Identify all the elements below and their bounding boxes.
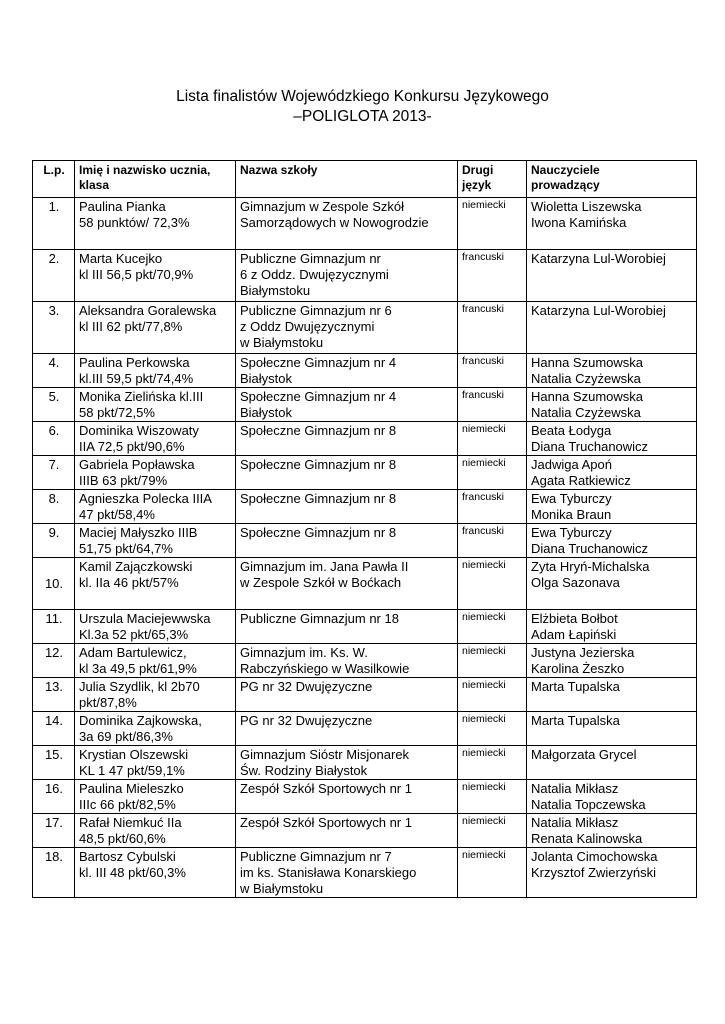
header-language: Drugi język bbox=[458, 161, 527, 198]
cell-teachers: Natalia Mikłasz Renata Kalinowska bbox=[527, 814, 697, 848]
cell-lp: 15. bbox=[33, 746, 75, 780]
cell-language: niemiecki bbox=[458, 746, 527, 780]
table-row bbox=[33, 250, 697, 302]
cell-school: Publiczne Gimnazjum nr 6 z Oddz. Dwujęzycznymi Białymstoku bbox=[236, 250, 458, 302]
finalists-table bbox=[32, 160, 697, 898]
cell-teachers: Katarzyna Lul-Worobiej bbox=[527, 302, 697, 354]
table-row bbox=[33, 354, 697, 388]
cell-language: francuski bbox=[458, 354, 527, 388]
cell-student: Paulina Perkowska kl.III 59,5 pkt/74,4% bbox=[75, 354, 236, 388]
cell-teachers: Justyna Jezierska Karolina Żeszko bbox=[527, 644, 697, 678]
cell-school: Publiczne Gimnazjum nr 18 bbox=[236, 610, 458, 644]
title-line-2: –POLIGLOTA 2013- bbox=[293, 108, 432, 125]
cell-school: Społeczne Gimnazjum nr 8 bbox=[236, 456, 458, 490]
cell-teachers: Marta Tupalska bbox=[527, 712, 697, 746]
cell-teachers: Natalia Mikłasz Natalia Topczewska bbox=[527, 780, 697, 814]
table-row bbox=[33, 558, 697, 610]
table-row bbox=[33, 422, 697, 456]
cell-school: PG nr 32 Dwujęzyczne bbox=[236, 712, 458, 746]
cell-lp: 12. bbox=[33, 644, 75, 678]
table-row bbox=[33, 456, 697, 490]
cell-language: niemiecki bbox=[458, 558, 527, 610]
cell-student: Kamil Zajączkowski kl. IIa 46 pkt/57% bbox=[75, 558, 236, 610]
table-row bbox=[33, 302, 697, 354]
cell-lp: 6. bbox=[33, 422, 75, 456]
table-row bbox=[33, 388, 697, 422]
cell-language: niemiecki bbox=[458, 456, 527, 490]
cell-lp: 16. bbox=[33, 780, 75, 814]
cell-student: Paulina Mieleszko IIIc 66 pkt/82,5% bbox=[75, 780, 236, 814]
cell-lp: 18. bbox=[33, 848, 75, 898]
cell-language: niemiecki bbox=[458, 198, 527, 250]
cell-language: francuski bbox=[458, 250, 527, 302]
cell-lp: 14. bbox=[33, 712, 75, 746]
cell-lp: 7. bbox=[33, 456, 75, 490]
cell-lp: 3. bbox=[33, 302, 75, 354]
cell-student: Urszula Maciejewwska Kl.3a 52 pkt/65,3% bbox=[75, 610, 236, 644]
cell-student: Agnieszka Polecka IIIA 47 pkt/58,4% bbox=[75, 490, 236, 524]
cell-student: Maciej Małyszko IIIB 51,75 pkt/64,7% bbox=[75, 524, 236, 558]
cell-lp: 11. bbox=[33, 610, 75, 644]
header-teachers: Nauczyciele prowadzący bbox=[527, 161, 697, 198]
cell-school: Społeczne Gimnazjum nr 8 bbox=[236, 422, 458, 456]
cell-teachers: Hanna Szumowska Natalia Czyżewska bbox=[527, 388, 697, 422]
table-row bbox=[33, 644, 697, 678]
cell-language: niemiecki bbox=[458, 610, 527, 644]
cell-lp: 5. bbox=[33, 388, 75, 422]
table-body bbox=[33, 198, 697, 898]
cell-school: Zespół Szkół Sportowych nr 1 bbox=[236, 814, 458, 848]
table-row bbox=[33, 746, 697, 780]
cell-school: Gimnazjum im. Ks. W. Rabczyńskiego w Wasilkowie bbox=[236, 644, 458, 678]
cell-student: Aleksandra Goralewska kl III 62 pkt/77,8% bbox=[75, 302, 236, 354]
cell-language: niemiecki bbox=[458, 848, 527, 898]
cell-teachers: Ewa Tyburczy Diana Truchanowicz bbox=[527, 524, 697, 558]
cell-lp: 1. bbox=[33, 198, 75, 250]
cell-language: niemiecki bbox=[458, 780, 527, 814]
table-row bbox=[33, 848, 697, 898]
cell-student: Marta Kucejko kl III 56,5 pkt/70,9% bbox=[75, 250, 236, 302]
cell-lp: 13. bbox=[33, 678, 75, 712]
cell-lp: 9. bbox=[33, 524, 75, 558]
header-lp: L.p. bbox=[33, 161, 75, 198]
cell-school: Publiczne Gimnazjum nr 6 z Oddz Dwujęzycznymi w Białymstoku bbox=[236, 302, 458, 354]
cell-language: francuski bbox=[458, 388, 527, 422]
cell-student: Krystian Olszewski KL 1 47 pkt/59,1% bbox=[75, 746, 236, 780]
cell-school: Publiczne Gimnazjum nr 7 im ks. Stanisława Konarskiego w Białymstoku bbox=[236, 848, 458, 898]
cell-student: Gabriela Popławska IIIB 63 pkt/79% bbox=[75, 456, 236, 490]
cell-teachers: Ewa Tyburczy Monika Braun bbox=[527, 490, 697, 524]
document-title bbox=[0, 87, 725, 127]
cell-school: Gimnazjum im. Jana Pawła II w Zespole Szkół w Boćkach bbox=[236, 558, 458, 610]
cell-language: francuski bbox=[458, 490, 527, 524]
cell-school: Społeczne Gimnazjum nr 8 bbox=[236, 524, 458, 558]
cell-lp: 17. bbox=[33, 814, 75, 848]
cell-school: Zespół Szkół Sportowych nr 1 bbox=[236, 780, 458, 814]
cell-student: Bartosz Cybulski kl. III 48 pkt/60,3% bbox=[75, 848, 236, 898]
cell-school: Gimnazjum Sióstr Misjonarek Św. Rodziny Białystok bbox=[236, 746, 458, 780]
cell-teachers: Wioletta Liszewska Iwona Kamińska bbox=[527, 198, 697, 250]
cell-language: francuski bbox=[458, 524, 527, 558]
cell-lp: 10. bbox=[33, 558, 75, 610]
cell-teachers: Katarzyna Lul-Worobiej bbox=[527, 250, 697, 302]
cell-student: Rafał Niemkuć IIa 48,5 pkt/60,6% bbox=[75, 814, 236, 848]
cell-student: Dominika Zajkowska, 3a 69 pkt/86,3% bbox=[75, 712, 236, 746]
table-row bbox=[33, 490, 697, 524]
cell-lp: 8. bbox=[33, 490, 75, 524]
cell-language: niemiecki bbox=[458, 712, 527, 746]
cell-teachers: Zyta Hryń-Michalska Olga Sazonava bbox=[527, 558, 697, 610]
cell-school: PG nr 32 Dwujęzyczne bbox=[236, 678, 458, 712]
table-row bbox=[33, 678, 697, 712]
table-row bbox=[33, 198, 697, 250]
cell-teachers: Elżbieta Bołbot Adam Łapiński bbox=[527, 610, 697, 644]
table-row bbox=[33, 780, 697, 814]
cell-school: Społeczne Gimnazjum nr 4 Białystok bbox=[236, 354, 458, 388]
cell-lp: 4. bbox=[33, 354, 75, 388]
table-row bbox=[33, 524, 697, 558]
cell-student: Adam Bartulewicz, kl 3a 49,5 pkt/61,9% bbox=[75, 644, 236, 678]
table-header-row bbox=[33, 161, 697, 198]
cell-teachers: Małgorzata Grycel bbox=[527, 746, 697, 780]
cell-language: francuski bbox=[458, 302, 527, 354]
cell-student: Julia Szydlik, kl 2b70 pkt/87,8% bbox=[75, 678, 236, 712]
table-row bbox=[33, 814, 697, 848]
title-line-1: Lista finalistów Wojewódzkiego Konkursu Językowego bbox=[176, 88, 549, 105]
cell-language: niemiecki bbox=[458, 678, 527, 712]
cell-school: Społeczne Gimnazjum nr 8 bbox=[236, 490, 458, 524]
header-name: Imię i nazwisko ucznia, klasa bbox=[75, 161, 236, 198]
cell-teachers: Beata Łodyga Diana Truchanowicz bbox=[527, 422, 697, 456]
cell-student: Paulina Pianka 58 punktów/ 72,3% bbox=[75, 198, 236, 250]
cell-teachers: Marta Tupalska bbox=[527, 678, 697, 712]
cell-school: Społeczne Gimnazjum nr 4 Białystok bbox=[236, 388, 458, 422]
table-row bbox=[33, 610, 697, 644]
cell-teachers: Jadwiga Apoń Agata Ratkiewicz bbox=[527, 456, 697, 490]
cell-lp: 2. bbox=[33, 250, 75, 302]
cell-language: niemiecki bbox=[458, 422, 527, 456]
cell-language: niemiecki bbox=[458, 814, 527, 848]
cell-language: niemiecki bbox=[458, 644, 527, 678]
cell-teachers: Hanna Szumowska Natalia Czyżewska bbox=[527, 354, 697, 388]
cell-student: Monika Zielińska kl.III 58 pkt/72,5% bbox=[75, 388, 236, 422]
table-row bbox=[33, 712, 697, 746]
header-school: Nazwa szkoły bbox=[236, 161, 458, 198]
cell-student: Dominika Wiszowaty IIA 72,5 pkt/90,6% bbox=[75, 422, 236, 456]
cell-teachers: Jolanta Cimochowska Krzysztof Zwierzyński bbox=[527, 848, 697, 898]
cell-school: Gimnazjum w Zespole Szkół Samorządowych w Nowogrodzie bbox=[236, 198, 458, 250]
